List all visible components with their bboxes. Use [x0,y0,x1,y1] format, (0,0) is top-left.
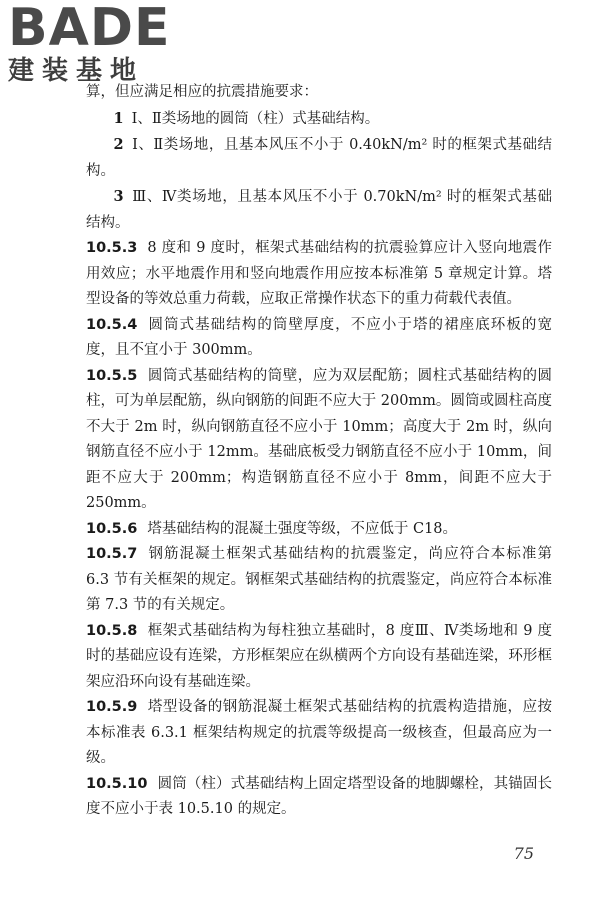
clause-10-5-10: 10.5.10 圆筒（柱）式基础结构上固定塔型设备的地脚螺栓，其锚固长度不应小于表 10.5.10 的规定。 [86,775,552,817]
intro-text: 算，但应满足相应的抗震措施要求： [86,84,318,100]
bade-logo [8,2,178,92]
page-number: 75 [513,844,534,863]
logo-wordmark: BADE [8,0,171,58]
clause-10-5-4: 10.5.4 圆筒式基础结构的筒壁厚度，不应小于塔的裙座底环板的宽度，且不宜小于 300mm。 [86,316,552,358]
list-item: 2 Ⅰ、Ⅱ类场地，且基本风压不小于 0.40kN/m² 时的框架式基础结构。 [86,136,552,179]
clause-10-5-9: 10.5.9 塔型设备的钢筋混凝土框架式基础结构的抗震构造措施，应按本标准表 6.3.1 框架结构规定的抗震等级提高一级核查，但最高应为一级。 [86,699,552,766]
page-body [86,80,552,823]
clause-10-5-6: 10.5.6 塔基础结构的混凝土强度等级，不应低于 C18。 [86,520,458,537]
clause-10-5-3: 10.5.3 8 度和 9 度时，框架式基础结构的抗震验算应计入竖向地震作用效应；水平地震作用和竖向地震作用应按本标准第 5 章规定计算。塔型设备的等效总重力荷载，应取正常操作状态下的重力荷载代表值。 [86,240,552,307]
logo-subtitle: 建装基地 [8,56,145,86]
clause-10-5-5: 10.5.5 圆筒式基础结构的筒壁，应为双层配筋；圆柱式基础结构的圆柱，可为单层配筋，纵向钢筋的间距不应大于 200mm。圆筒或圆柱高度不大于 2m 时，纵向钢筋直径不应小于 10mm；高度大于 2m 时，纵向钢筋直径不应小于 12mm。基础底板受力钢筋直径不应小于 10mm，间距不应大于 200mm；构造钢筋直径不应小于 8mm，间距不应大于 250mm。 [86,367,552,511]
clause-10-5-7: 10.5.7 钢筋混凝土框架式基础结构的抗震鉴定，尚应符合本标准第 6.3 节有关框架的规定。钢框架式基础结构的抗震鉴定，尚应符合本标准第 7.3 节的有关规定。 [86,546,552,613]
list-item: 1 Ⅰ、Ⅱ类场地的圆筒（柱）式基础结构。 [113,109,380,127]
clause-10-5-8: 10.5.8 框架式基础结构为每柱独立基础时，8 度Ⅲ、Ⅳ类场地和 9 度时的基础应设有连梁，方形框架应在纵横两个方向设有基础连梁，环形框架应沿环向设有基础连梁。 [86,622,552,690]
list-item: 3 Ⅲ、Ⅳ类场地，且基本风压不小于 0.70kN/m² 时的框架式基础结构。 [86,188,552,231]
